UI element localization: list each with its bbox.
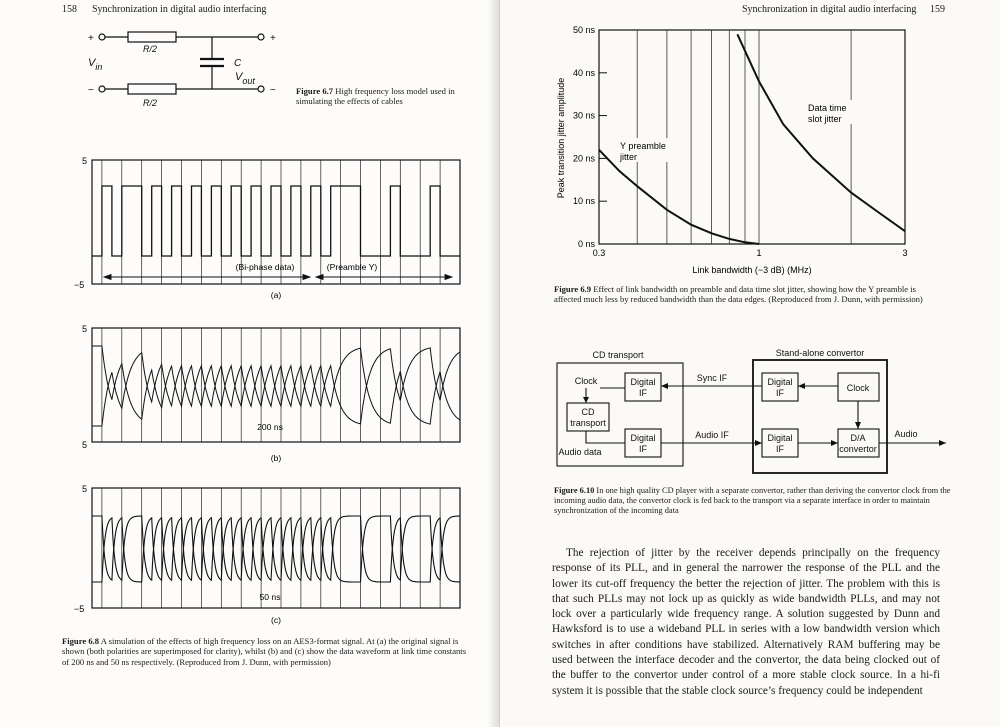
x-tick-label: 3	[902, 248, 908, 258]
terminal-in-minus	[99, 86, 105, 92]
fig69-series-data-slot	[737, 34, 905, 231]
label-r-bottom: R/2	[143, 98, 158, 108]
fig610-da-line1: D/A	[850, 433, 866, 443]
fig68a-signal	[92, 186, 460, 256]
fig68c-timeconstant-label: 50 ns	[259, 592, 281, 602]
y-tick-label: 0 ns	[577, 239, 595, 249]
left-page-number: 158	[62, 4, 77, 15]
y-tick-label: 40 ns	[572, 67, 595, 78]
terminal-out-plus	[258, 34, 264, 40]
fig68-caption: Figure 6.8 A simulation of the effects of high frequency loss on an AES3-format signal. At (a) the original signal is shown (both polarities are superimposed for clarity), whilst (b) and (c) show the data waveform at link time constants of 200 ns and 50 ns respectively. (Reproduced from J. Dunn, with permission)	[62, 636, 467, 667]
label-vin: $V_{in}$	[88, 57, 103, 72]
y-tick-label: 10 ns	[572, 196, 595, 207]
label-minus-right: −	[270, 85, 276, 96]
y-tick-label: 20 ns	[572, 153, 595, 164]
y-tick-label: 50 ns	[572, 25, 595, 35]
label-plus-right: +	[270, 33, 276, 44]
fig68b-eye-trace-lower	[92, 346, 460, 424]
fig610-title-cd-transport: CD transport	[592, 350, 644, 360]
fig610-cd-box-line1: CD	[581, 407, 595, 417]
fig610-dif3-line1: Digital	[767, 377, 793, 387]
fig610-dif1-line1: Digital	[630, 377, 656, 387]
fig68c-gridlines	[102, 488, 440, 608]
fig69-y-axis	[573, 25, 607, 249]
fig68a-y-top: 5	[82, 156, 88, 166]
fig610-dif2-line2: IF	[639, 444, 647, 454]
fig610-cd-box-line2: transport	[570, 418, 606, 428]
fig69-legend-y-line1: Y preamble	[620, 141, 666, 151]
terminal-out-minus	[258, 86, 264, 92]
fig69-legend-y-line2: jitter	[620, 152, 638, 162]
resistor-top	[128, 32, 176, 42]
fig610-clock-left: Clock	[574, 376, 598, 386]
fig610-audio-if: Audio IF	[695, 430, 729, 440]
terminal-in-plus	[99, 34, 105, 40]
fig610-dif1-line2: IF	[639, 388, 647, 398]
right-page-number: 159	[930, 4, 945, 15]
fig68a-panel-label: (a)	[270, 290, 282, 300]
fig69-plot-area	[599, 30, 905, 244]
fig68c-y-top: 5	[82, 484, 88, 494]
fig68b-timeconstant-label: 200 ns	[257, 422, 283, 432]
label-plus-left: +	[88, 33, 94, 44]
left-running-title: Synchronization in digital audio interfacing	[92, 4, 267, 15]
fig69-x-axis	[593, 248, 908, 258]
fig610-title-convertor: Stand-alone convertor	[775, 348, 865, 358]
fig610-sync-if: Sync IF	[696, 373, 728, 383]
fig610-audio-out: Audio	[894, 429, 918, 439]
fig69-chart	[540, 20, 920, 282]
fig68c-y-bottom: −5	[74, 604, 85, 614]
fig610-caption: Figure 6.10 In one high quality CD player with a separate convertor, rather than deriving the convertor clock from the incoming audio data, the convertor clock is fed back to the transport via a separate interface in order to maintain synchronization of the incoming data	[554, 486, 951, 515]
fig610-audio-data: Audio data	[558, 447, 602, 457]
x-tick-label: 0.3	[592, 248, 606, 258]
fig67-caption: Figure 6.7 High frequency loss model used in simulating the effects of cables	[296, 86, 455, 107]
fig69-xlabel: Link bandwidth (−3 dB) (MHz)	[692, 265, 812, 275]
label-r-top: R/2	[143, 44, 158, 54]
fig69-caption: Figure 6.9 Effect of link bandwidth on preamble and data time slot jitter, showing how the Y preamble is affected much less by reduced bandwidth than the data edges. (Reproduced from J. Dunn, with permission)	[554, 284, 923, 305]
y-tick-label: 30 ns	[572, 110, 595, 121]
label-c: C	[234, 58, 242, 69]
fig68b-y-top: 5	[82, 324, 88, 334]
fig610-dif4-line1: Digital	[767, 433, 793, 443]
fig67-circuit	[0, 0, 500, 130]
fig610-da-line2: convertor	[839, 444, 877, 454]
fig69-series-y-preamble	[599, 150, 759, 244]
fig69-legend-data-line2: slot jitter	[808, 114, 842, 124]
fig68a-waveform	[74, 150, 472, 300]
x-tick-label: 1	[756, 248, 762, 258]
fig68b-waveform	[80, 318, 472, 470]
fig68b-y-bottom: 5	[82, 440, 88, 450]
resistor-bottom	[128, 84, 176, 94]
fig610-dif4-line2: IF	[776, 444, 784, 454]
fig69-ylabel: Peak transition jitter amplitude	[556, 77, 566, 199]
fig610-dif2-line1: Digital	[630, 433, 656, 443]
fig68a-y-bottom: −5	[74, 280, 85, 290]
fig610-diagram	[500, 340, 1000, 480]
label-minus-left: −	[88, 85, 94, 96]
fig68a-label-biphase: (Bi-phase data)	[235, 262, 295, 272]
fig68c-panel-label: (c)	[270, 615, 282, 625]
fig68c-waveform	[74, 478, 472, 630]
label-vout: $V_{out}$	[235, 71, 255, 86]
fig68b-panel-label: (b)	[270, 453, 282, 463]
body-paragraph: The rejection of jitter by the receiver depends principally on the frequency response of its PLL, and in general the narrower the response of the PLL and the lower its cut-off frequency the better the rejection of jitter. The problem with this is that such PLLs may not lock up as quickly as wide bandwidth PLLs, and may not lock over a particularly wide frequency range. A solution suggested by Dunn and Hawksford is to use a wideband PLL in series with a low bandwidth version which switches in after conditions have stabilized. Alternatively RAM buffering may be used between the interface decoder and the convertor, the data being clocked out of the buffer to the convertor under control of a more stable clock source. In a hi-fi system it is possible that the stable clock source’s frequency could be independent	[552, 547, 940, 697]
fig610-clock-right: Clock	[846, 383, 870, 393]
fig68c-frame	[92, 488, 460, 608]
fig68a-label-preamble: (Preamble Y)	[326, 262, 378, 272]
fig69-legend-data-line1: Data time	[808, 103, 847, 113]
right-running-title: Synchronization in digital audio interfacing	[742, 4, 917, 15]
fig610-dif3-line2: IF	[776, 388, 784, 398]
